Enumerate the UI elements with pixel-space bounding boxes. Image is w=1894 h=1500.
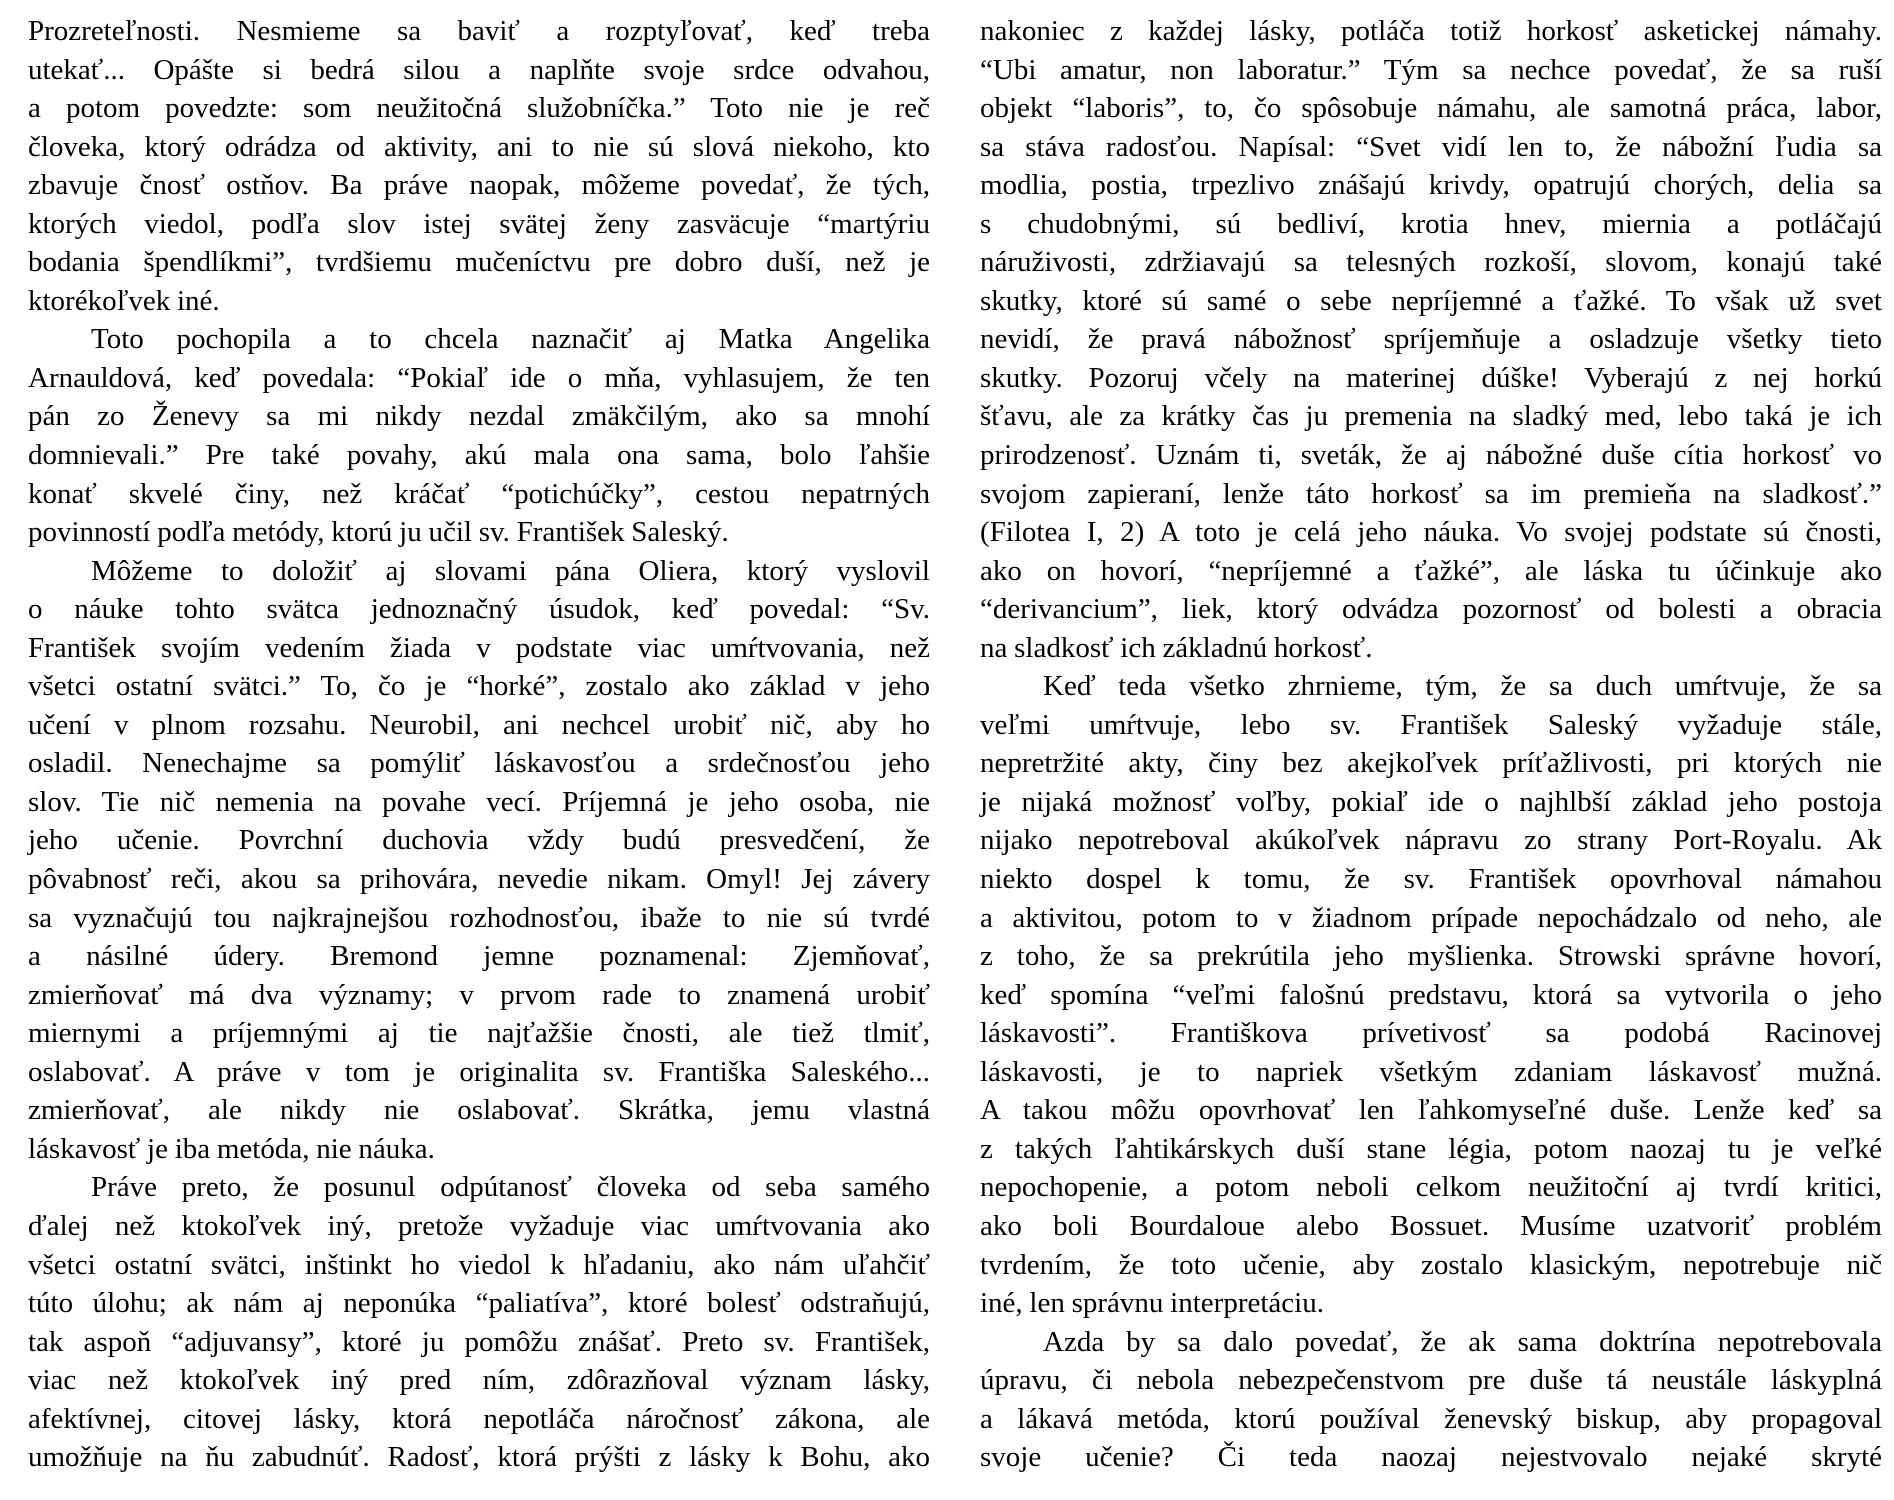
text-line: miernymi a príjemnými aj tie najťažšie čnosti, ale tiež tlmiť, xyxy=(28,1017,930,1050)
text-line: jeho učenie. Povrchní duchovia vždy budú presvedčení, že xyxy=(28,824,930,857)
text-line: láskavosť je iba metóda, nie náuka. xyxy=(28,1132,435,1165)
text-line: na sladkosť ich základnú horkosť. xyxy=(980,631,1373,664)
paragraph xyxy=(980,667,1882,1322)
text-line: objekt “laboris”, to, čo spôsobuje námahu, ale samotná práca, labor, xyxy=(980,92,1882,125)
text-line: tak aspoň “adjuvansy”, ktoré ju pomôžu znášať. Preto sv. František, xyxy=(28,1325,930,1358)
text-line: “Ubi amatur, non laboratur.” Tým sa nechce povedať, že sa ruší xyxy=(980,53,1882,86)
text-line: a aktivitou, potom to v žiadnom prípade nepochádzalo od neho, ale xyxy=(980,901,1882,934)
text-line: afektívnej, citovej lásky, ktorá nepotláča náročnosť zákona, ale xyxy=(28,1402,930,1435)
text-line: bodania špendlíkmi”, tvrdšiemu mučeníctvu pre dobro duší, než je xyxy=(28,246,930,279)
text-line: utekať... Opášte si bedrá silou a naplňte svoje srdce odvahou, xyxy=(28,53,930,86)
text-line: svojom zapieraní, lenže táto horkosť sa im premieňa na sladkosť.” xyxy=(980,477,1882,510)
text-line: viac než ktokoľvek iný pred ním, zdôrazňoval význam lásky, xyxy=(28,1364,930,1397)
text-line: konať skvelé činy, než kráčať “potichúčky”, cestou nepatrných xyxy=(28,477,930,510)
text-line: veľmi umŕtvuje, lebo sv. František Saleský vyžaduje stále, xyxy=(980,708,1882,741)
text-line: sa vyznačujú tou najkrajnejšou rozhodnosťou, ibaže to nie sú tvrdé xyxy=(28,901,930,934)
text-line: túto úlohu; ak nám aj neponúka “paliatíva”, ktoré bolesť odstraňujú, xyxy=(28,1287,930,1320)
text-line: A takou môžu opovrhovať len ľahkomyseľné duše. Lenže keď sa xyxy=(980,1094,1882,1127)
paragraph xyxy=(980,12,1882,667)
text-line: František svojím vedením žiada v podstate viac umŕtvovania, než xyxy=(28,631,930,664)
text-line: láskavosti”. Františkova prívetivosť sa podobá Racinovej xyxy=(980,1017,1882,1050)
text-line: ďalej než ktokoľvek iný, pretože vyžaduje viac umŕtvovania ako xyxy=(28,1209,930,1242)
text-line: skutky. Pozoruj včely na materinej dúške! Vyberajú z nej horkú xyxy=(980,361,1882,394)
text-line: zmierňovať má dva významy; v prvom rade to znamená urobiť xyxy=(28,978,930,1011)
text-column-right xyxy=(980,12,1882,1500)
text-line: keď spomína “veľmi falošnú predstavu, ktorá sa vytvorila o jeho xyxy=(980,978,1882,1011)
text-line: ktorých viedol, podľa slov istej svätej ženy zasväcuje “martýriu xyxy=(28,207,930,240)
text-line: (Filotea I, 2) A toto je celá jeho náuka. Vo svojej podstate sú čnosti, xyxy=(980,516,1882,549)
paragraph xyxy=(980,1323,1882,1477)
text-line: umožňuje na ňu zabudnúť. Radosť, ktorá prýšti z lásky k Bohu, ako xyxy=(28,1441,930,1474)
text-line: povinností podľa metódy, ktorú ju učil sv. František Saleský. xyxy=(28,516,729,549)
text-line: náruživosti, zdržiavajú sa telesných rozkoší, slovom, konajú také xyxy=(980,246,1882,279)
paragraph xyxy=(28,552,930,1169)
text-line: nepochopenie, a potom neboli celkom neužitoční aj tvrdí kritici, xyxy=(980,1171,1882,1204)
text-line: a potom povedzte: som neužitočná služobníčka.” Toto nie je reč xyxy=(28,92,930,125)
text-column-left xyxy=(28,12,930,1500)
text-line: človeka, ktorý odrádza od aktivity, ani to nie sú slová niekoho, kto xyxy=(28,130,930,163)
text-line: ako on hovorí, “nepríjemné a ťažké”, ale láska tu účinkuje ako xyxy=(980,554,1882,587)
paragraph xyxy=(28,1168,930,1476)
text-line: nakoniec z každej lásky, potláča totiž horkosť asketickej námahy. xyxy=(980,15,1882,47)
text-line: tvrdením, že toto učenie, aby zostalo klasickým, nepotrebuje nič xyxy=(980,1248,1882,1281)
text-line: ktorékoľvek iné. xyxy=(28,284,220,317)
text-line: nepretržité akty, činy bez akejkoľvek príťažlivosti, pri ktorých nie xyxy=(980,747,1882,780)
text-line: šťavu, ale za krátky čas ju premenia na sladký med, lebo taká je ich xyxy=(980,400,1882,433)
text-line: Práve preto, že posunul odpútanosť človeka od seba samého xyxy=(91,1171,930,1204)
text-line: o náuke tohto svätca jednoznačný úsudok, keď povedal: “Sv. xyxy=(28,593,930,626)
text-line: s chudobnými, sú bedliví, krotia hnev, miernia a potláčajú xyxy=(980,207,1882,240)
text-line: láskavosti, je to napriek všetkým zdaniam láskavosť mužná. xyxy=(980,1055,1882,1088)
text-line: Azda by sa dalo povedať, že ak sama doktrína nepotrebovala xyxy=(1043,1325,1882,1358)
text-line: zbavuje čnosť ostňov. Ba práve naopak, môžeme povedať, že tých, xyxy=(28,169,930,202)
text-line: pôvabnosť reči, akou sa prihovára, nevedie nikam. Omyl! Jej závery xyxy=(28,863,930,896)
text-line: Prozreteľnosti. Nesmieme sa baviť a rozptyľovať, keď treba xyxy=(28,15,930,47)
paragraph xyxy=(28,320,930,551)
text-line: z toho, že sa prekrútila jeho myšlienka. Strowski správne hovorí, xyxy=(980,940,1882,973)
text-line: a násilné údery. Bremond jemne poznamenal: Zjemňovať, xyxy=(28,940,930,973)
text-line: z takých ľahtikárskych duší stane légia, potom naozaj tu je veľké xyxy=(980,1132,1882,1165)
paragraph xyxy=(28,12,930,320)
text-line: nevidí, že pravá nábožnosť spríjemňuje a osladzuje všetky tieto xyxy=(980,323,1882,356)
text-line: modlia, postia, trpezlivo znášajú krivdy, opatrujú chorých, delia sa xyxy=(980,169,1882,202)
text-line: je nijaká možnosť voľby, pokiaľ ide o najhlbší základ jeho postoja xyxy=(980,785,1882,818)
text-line: všetci ostatní svätci, inštinkt ho viedol k hľadaniu, ako nám uľahčiť xyxy=(28,1248,930,1281)
text-line: iné, len správnu interpretáciu. xyxy=(980,1287,1324,1320)
text-line: pán zo Ženevy sa mi nikdy nezdal zmäkčilým, ako sa mnohí xyxy=(28,400,930,433)
text-line: prirodzenosť. Uznám ti, sveták, že aj nábožné duše cítia horkosť vo xyxy=(980,439,1882,472)
text-line: “derivancium”, liek, ktorý odvádza pozornosť od bolesti a obracia xyxy=(980,593,1882,626)
text-line: úpravu, či nebola nebezpečenstvom pre duše tá neustále láskyplná xyxy=(980,1364,1882,1397)
text-line: učení v plnom rozsahu. Neurobil, ani nechcel urobiť nič, aby ho xyxy=(28,708,930,741)
text-line: sa stáva radosťou. Napísal: “Svet vidí len to, že nábožní ľudia sa xyxy=(980,130,1882,163)
text-line: niekto dospel k tomu, že sv. František opovrhoval námahou xyxy=(980,863,1882,896)
text-line: skutky, ktoré sú samé o sebe nepríjemné a ťažké. To však už svet xyxy=(980,284,1882,317)
text-line: ako boli Bourdaloue alebo Bossuet. Musíme uzatvoriť problém xyxy=(980,1209,1882,1242)
text-line: svoje učenie? Či teda naozaj nejestvovalo nejaké skryté xyxy=(980,1441,1882,1474)
text-line: oslabovať. A práve v tom je originalita sv. Františka Saleského... xyxy=(28,1055,930,1088)
text-line: nijako nepotreboval akúkoľvek nápravu zo strany Port-Royalu. Ak xyxy=(980,824,1882,857)
text-line: Keď teda všetko zhrnieme, tým, že sa duch umŕtvuje, že sa xyxy=(1043,670,1882,703)
text-line: osladil. Nenechajme sa pomýliť láskavosťou a srdečnosťou jeho xyxy=(28,747,930,780)
text-line: zmierňovať, ale nikdy nie oslabovať. Skrátka, jemu vlastná xyxy=(28,1094,930,1127)
text-line: a lákavá metóda, ktorú používal ženevský biskup, aby propagoval xyxy=(980,1402,1882,1435)
text-line: Môžeme to doložiť aj slovami pána Oliera, ktorý vyslovil xyxy=(91,554,930,587)
text-line: domnievali.” Pre také povahy, akú mala ona sama, bolo ľahšie xyxy=(28,439,930,472)
text-line: všetci ostatní svätci.” To, čo je “horké”, zostalo ako základ v jeho xyxy=(28,670,930,703)
text-line: slov. Tie nič nemenia na povahe vecí. Príjemná je jeho osoba, nie xyxy=(28,785,930,818)
text-line: Toto pochopila a to chcela naznačiť aj Matka Angelika xyxy=(91,323,930,356)
text-line: Arnauldová, keď povedala: “Pokiaľ ide o mňa, vyhlasujem, že ten xyxy=(28,361,930,394)
